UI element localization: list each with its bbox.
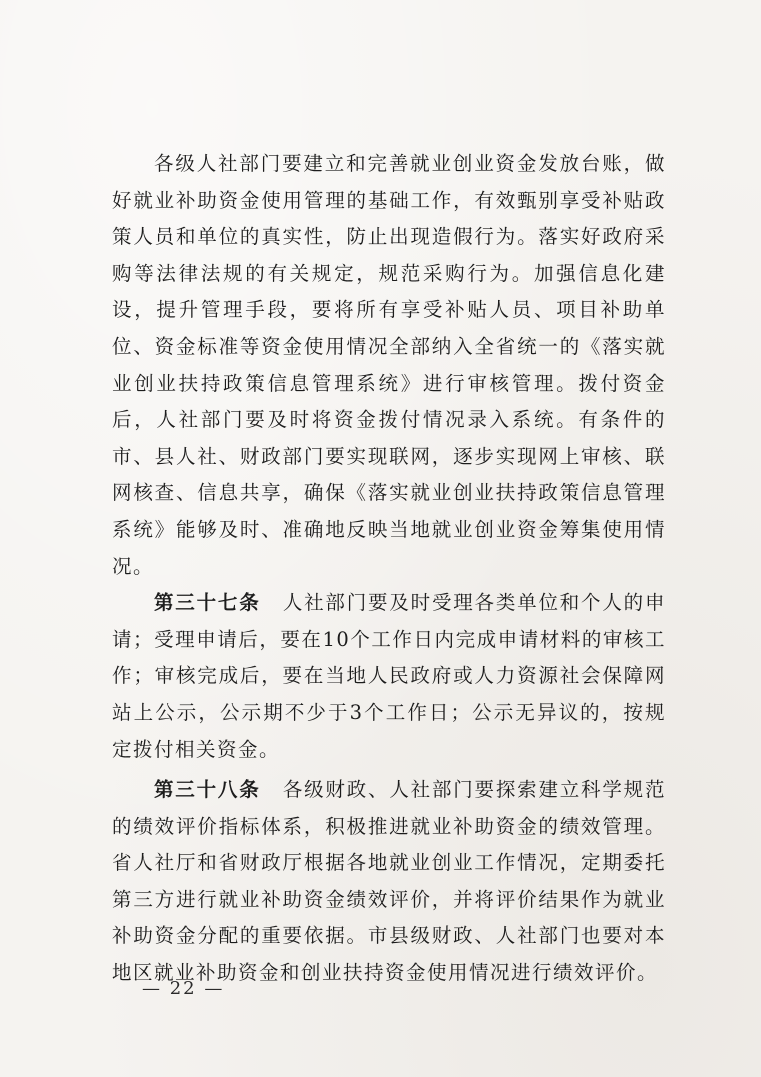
article-38-heading: 第三十八条	[154, 778, 261, 802]
article-37-text: 人社部门要及时受理各类单位和个人的申请；受理申请后，要在10个工作日内完成申请材料的审核工作；审核完成后，要在当地人民政府或人力资源社会保障网站上公示，公示期不少于3个工作日；公示无异议的，按规定拨付相关资金。	[112, 591, 666, 761]
paragraph-text: 各级人社部门要建立和完善就业创业资金发放台账，做好就业补助资金使用管理的基础工作，有效甄别享受补贴政策人员和单位的真实性，防止出现造假行为。落实好政府采购等法律法规的有关规定，规范采购行为。加强信息化建设，提升管理手段，要将所有享受补贴人员、项目补助单位、资金标准等资金使用情况全部纳入全省统一的《落实就业创业扶持政策信息管理系统》进行审核管理。拨付资金后，人社部门要及时将资金拨付情况录入系统。有条件的市、县人社、财政部门要实现联网，逐步实现网上审核、联网核查、信息共享，确保《落实就业创业扶持政策信息管理系统》能够及时、准确地反映当地就业创业资金筹集使用情况。	[112, 152, 666, 578]
paragraph-ledger-management	[112, 146, 666, 585]
article-38-text: 各级财政、人社部门要探索建立科学规范的绩效评价指标体系，积极推进就业补助资金的绩效管理。省人社厅和省财政厅根据各地就业创业工作情况，定期委托第三方进行就业补助资金绩效评价，并将评价结果作为就业补助资金分配的重要依据。市县级财政、人社部门也要对本地区就业补助资金和创业扶持资金使用情况进行绩效评价。	[112, 778, 666, 985]
page-number: — 22 —	[142, 978, 225, 999]
article-37	[112, 585, 666, 768]
document-body	[112, 146, 666, 992]
article-37-heading: 第三十七条	[154, 591, 261, 615]
article-38	[112, 772, 666, 992]
